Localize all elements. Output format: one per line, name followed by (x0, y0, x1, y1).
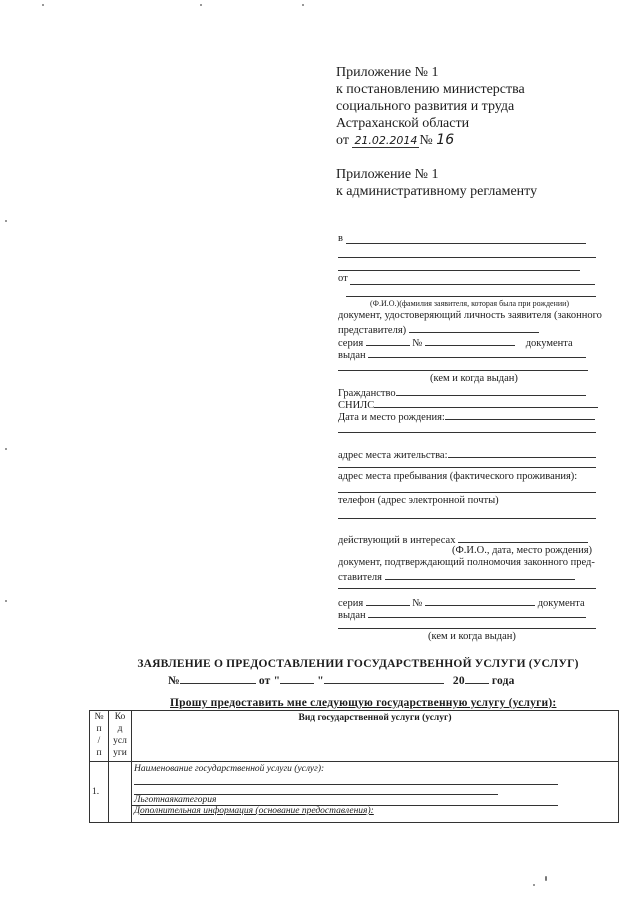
col1-l2: п (96, 724, 102, 734)
col-code-header (109, 711, 132, 762)
acting-caption: (Ф.И.О., дата, место рождения) (452, 545, 593, 556)
phone-line[interactable] (338, 518, 596, 519)
from-prefix: от (338, 273, 348, 284)
col2-l1: Ко (114, 712, 126, 722)
scan-speck (5, 448, 7, 450)
issued-field-2[interactable] (368, 606, 586, 618)
issued-caption: (кем и когда выдан) (430, 373, 518, 384)
header-block (336, 64, 525, 149)
app-quote-close: " (317, 675, 324, 687)
doc-field[interactable] (409, 321, 539, 333)
series-label: серия (338, 338, 364, 349)
stay-label: адрес места пребывания (фактического проживания): (338, 471, 578, 482)
app-number-field[interactable] (180, 672, 256, 684)
application-number-row (168, 672, 515, 687)
header-line1: Приложение № 1 (336, 65, 439, 80)
scan-speck (5, 600, 7, 602)
series-field[interactable] (366, 334, 410, 346)
fio-caption: (Ф.И.О.)(фамилия заявителя, которая была при рождении) (370, 299, 570, 308)
handwritten-date: 21.02.2014 (354, 134, 418, 147)
row-service-cell (132, 762, 619, 823)
table-row (90, 762, 619, 823)
scan-speck (302, 4, 304, 6)
snils-field[interactable] (374, 396, 598, 408)
service-table (89, 710, 619, 823)
header-line2: к постановлению министерства (336, 82, 525, 97)
issued-line-3[interactable] (338, 628, 596, 629)
header-line3: социального развития и труда (336, 99, 515, 114)
col1-l1: № (94, 712, 104, 722)
date-prefix: от (336, 133, 349, 148)
citizenship-label: Гражданство (338, 388, 396, 399)
rep-field[interactable] (385, 568, 575, 580)
series-label-2: серия (338, 598, 364, 609)
number-sign: № (419, 133, 433, 148)
document-label-2: документа (537, 598, 585, 609)
app-year: 20 (452, 675, 465, 687)
from-line[interactable] (350, 284, 595, 285)
header-line4: Астраханской области (336, 116, 470, 131)
doc-line1: документ, удостоверяющий личность заявителя (законного (338, 310, 602, 321)
field-category: Льготнаякатегория (132, 795, 558, 806)
residence-field[interactable] (448, 446, 596, 458)
phone-label: телефон (адрес электронной почты) (338, 495, 499, 506)
doc-line2-text: представителя) (338, 325, 407, 336)
document-label: документа (525, 338, 573, 349)
number-label-2: № (412, 598, 423, 609)
issued-row (338, 346, 586, 362)
scan-speck (533, 884, 535, 886)
birth-row (338, 408, 595, 424)
stay-line[interactable] (338, 492, 596, 493)
app-from-word: от " (258, 675, 281, 687)
field-service-name: Наименование государственной услуги (услуг): (134, 764, 325, 774)
col-service-header: Вид государственной услуги (услуг) (132, 711, 619, 762)
app-year-field[interactable] (465, 672, 489, 684)
rep-line2: ставителя (338, 572, 382, 583)
header-date-line (336, 132, 525, 149)
acting-label: действующий в интересах (338, 535, 456, 546)
col2-l2: д (117, 724, 123, 734)
issued-line-2[interactable] (338, 370, 588, 371)
appendix-line2: к административному регламенту (336, 184, 538, 199)
number-field[interactable] (425, 334, 515, 346)
appendix-block (336, 166, 537, 200)
scan-speck (545, 876, 547, 881)
issued-row-2 (338, 606, 586, 622)
field-additional: Дополнительная информация (основание предоставления): (134, 806, 374, 816)
col1-l4: п (96, 748, 102, 758)
issued-label-2: выдан (338, 610, 366, 621)
scan-speck (200, 4, 202, 6)
birth-label: Дата и место рождения: (338, 412, 445, 423)
app-month-field[interactable] (324, 672, 444, 684)
residence-line-2[interactable] (338, 467, 596, 468)
number-label: № (412, 338, 423, 349)
app-number-sign: № (168, 675, 180, 687)
number-field-2[interactable] (425, 594, 535, 606)
col2-l4: уги (113, 748, 127, 758)
issued-field[interactable] (368, 346, 586, 358)
scan-speck (5, 220, 7, 222)
rep-line2-row (338, 568, 575, 584)
handwritten-number: 16 (436, 132, 455, 148)
col1-l3: / (97, 736, 101, 746)
request-text: Прошу предоставить мне следующую государственную услугу (услуги): (170, 697, 557, 709)
app-day-field[interactable] (280, 672, 314, 684)
rep-line1: документ, подтверждающий полномочия законного пред- (338, 557, 595, 568)
row-number: 1. (90, 762, 109, 823)
service-name-line[interactable] (134, 784, 558, 785)
col2-l3: усл (113, 736, 127, 746)
to-line-2[interactable] (338, 257, 596, 258)
to-line[interactable] (346, 243, 586, 244)
to-prefix: в (338, 233, 343, 244)
table-header-row (90, 711, 619, 762)
residence-row (338, 446, 596, 462)
row-code-cell[interactable] (109, 762, 132, 823)
birth-line-2[interactable] (338, 432, 596, 433)
app-year-suffix: года (491, 675, 515, 687)
acting-field[interactable] (458, 531, 588, 543)
from-line-2[interactable] (346, 296, 596, 297)
citizenship-field[interactable] (396, 384, 586, 396)
col-number-header (90, 711, 109, 762)
scan-speck (42, 4, 44, 6)
appendix-line1: Приложение № 1 (336, 167, 439, 182)
issued-label: выдан (338, 350, 366, 361)
snils-label: СНИЛС (338, 400, 375, 411)
application-title: ЗАЯВЛЕНИЕ О ПРЕДОСТАВЛЕНИИ ГОСУДАРСТВЕННОЙ УСЛУГИ (УСЛУГ) (137, 658, 579, 670)
residence-label: адрес места жительства: (338, 450, 448, 461)
issued-caption-2: (кем и когда выдан) (428, 631, 516, 642)
birth-field[interactable] (445, 408, 595, 420)
series-field-2[interactable] (366, 594, 410, 606)
rep-line-3[interactable] (338, 588, 596, 589)
to-line-3[interactable] (338, 270, 580, 271)
